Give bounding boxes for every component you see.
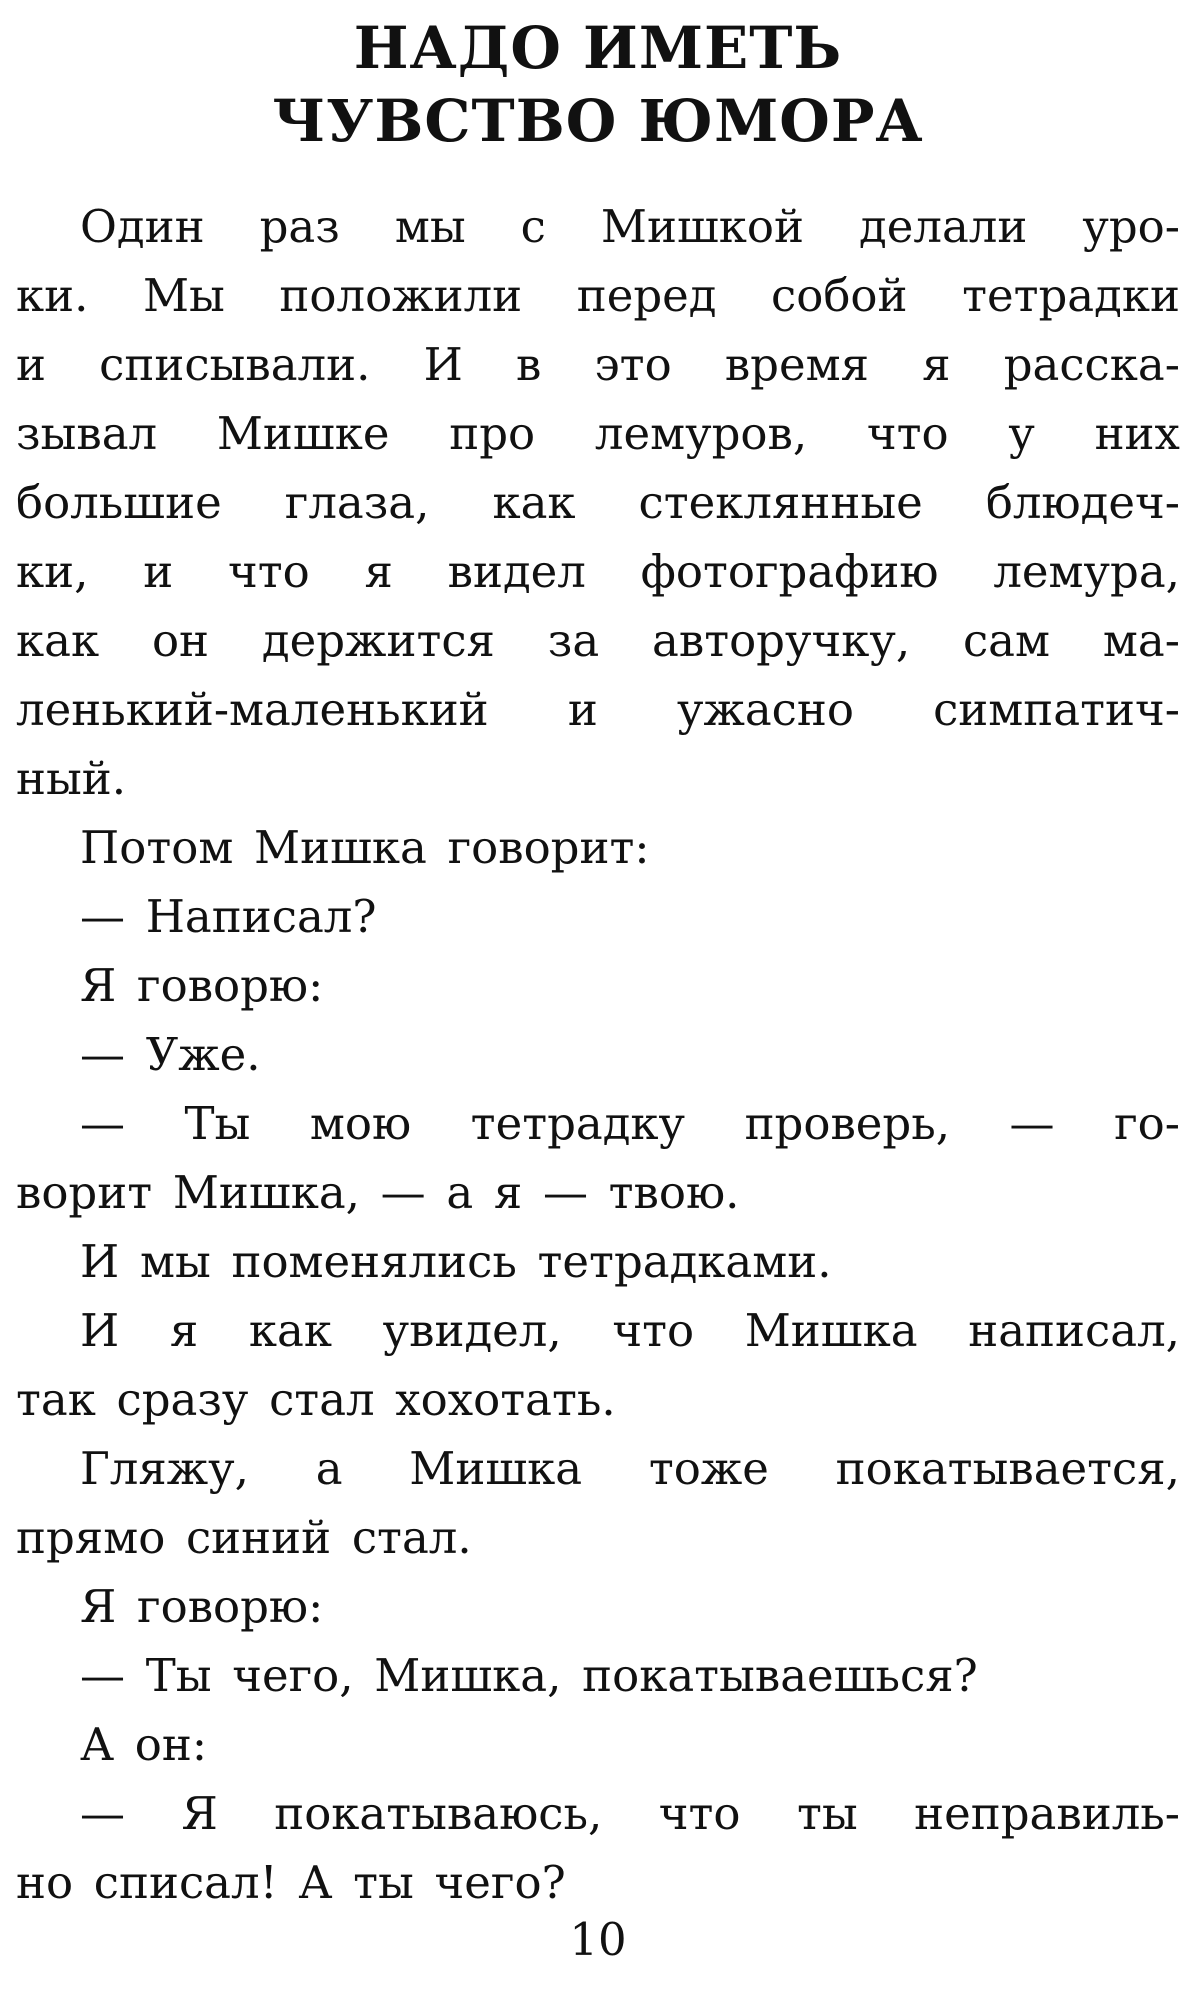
word: что [658, 1787, 741, 1840]
word: покатываешься? [582, 1649, 978, 1702]
word: уро- [1082, 200, 1180, 253]
text-line [16, 1434, 1180, 1503]
word: фотографию [640, 545, 939, 598]
text-line [16, 1020, 1180, 1089]
word: это [594, 338, 672, 391]
text-line [16, 330, 1180, 399]
word: Я [80, 959, 117, 1012]
word: мою [309, 1097, 412, 1150]
word: списывали. [99, 338, 371, 391]
word: — [542, 1166, 588, 1219]
word: увидел, [382, 1304, 562, 1357]
word: в [515, 338, 542, 391]
word: я [922, 338, 951, 391]
word: и [143, 545, 174, 598]
word: говорю: [137, 959, 324, 1012]
word: глаза, [284, 476, 430, 529]
word: — [80, 1787, 125, 1840]
word: чего? [434, 1856, 566, 1909]
word: положили [279, 269, 523, 322]
word: Ты [184, 1097, 251, 1150]
text-line [16, 882, 1180, 951]
word: проверь, [744, 1097, 951, 1150]
text-line [16, 1503, 1180, 1572]
text-line [16, 813, 1180, 882]
word: что [866, 407, 949, 460]
word: Ты [145, 1649, 212, 1702]
word: мы [394, 200, 466, 253]
word: них [1094, 407, 1180, 460]
word: Один [80, 200, 205, 253]
text-line [16, 1710, 1180, 1779]
word: прямо [16, 1511, 166, 1564]
word: он: [134, 1718, 208, 1771]
word: стеклянные [638, 476, 923, 529]
word: ты [796, 1787, 858, 1840]
word: лемура, [993, 545, 1180, 598]
word: Мишкой [600, 200, 804, 253]
word: чего, [232, 1649, 354, 1702]
text-line [16, 1158, 1180, 1227]
word: тоже [648, 1442, 769, 1495]
word: — [80, 1649, 125, 1702]
word: говорит: [447, 821, 650, 874]
word: у [1008, 407, 1035, 460]
word: собой [771, 269, 908, 322]
word: Мишка [254, 821, 427, 874]
word: тетрадку [470, 1097, 686, 1150]
word: с [520, 200, 546, 253]
word: Потом [80, 821, 234, 874]
text-line [16, 744, 1180, 813]
word: хохотать. [395, 1373, 616, 1426]
word: Мы [142, 269, 225, 322]
word: симпатич- [933, 683, 1180, 736]
text-line [16, 537, 1180, 606]
word: синий [185, 1511, 332, 1564]
word: — [80, 1097, 125, 1150]
word: Я [181, 1787, 218, 1840]
word: списал! [93, 1856, 278, 1909]
word: тетрадки [962, 269, 1180, 322]
word: стал. [351, 1511, 472, 1564]
word: ленький-маленький [16, 683, 489, 736]
word: я [364, 545, 393, 598]
word: ки. [16, 269, 89, 322]
word: делали [859, 200, 1028, 253]
word: как [16, 614, 100, 667]
chapter-title [16, 0, 1180, 158]
word: тетрадками. [537, 1235, 832, 1288]
word: авторучку, [652, 614, 911, 667]
word: твою. [608, 1166, 740, 1219]
word: держится [261, 614, 495, 667]
word: я [169, 1304, 199, 1357]
word: про [449, 407, 536, 460]
word: ворит [16, 1166, 153, 1219]
word: Гляжу, [80, 1442, 249, 1495]
word: а [446, 1166, 474, 1219]
word: так [16, 1373, 96, 1426]
word: раз [259, 200, 340, 253]
word: — [1009, 1097, 1055, 1150]
text-line [16, 675, 1180, 744]
word: и [16, 338, 46, 391]
word: И [80, 1304, 120, 1357]
word: Мишка [409, 1442, 583, 1495]
text-line [16, 468, 1180, 537]
word: как [248, 1304, 333, 1357]
text-line [16, 1779, 1180, 1848]
word: Уже. [145, 1028, 261, 1081]
word: И [80, 1235, 120, 1288]
text-line [16, 1296, 1180, 1365]
word: А [80, 1718, 115, 1771]
word: го- [1114, 1097, 1180, 1150]
text-line [16, 192, 1180, 261]
word: стал [269, 1373, 375, 1426]
word: — [80, 1028, 125, 1081]
word: перед [576, 269, 717, 322]
word: покатывается, [835, 1442, 1180, 1495]
word: ма- [1102, 614, 1180, 667]
text-line [16, 261, 1180, 330]
word: как [492, 476, 576, 529]
book-page [16, 0, 1180, 2000]
word: написал, [968, 1304, 1180, 1357]
word: ты [353, 1856, 414, 1909]
text-line [16, 1572, 1180, 1641]
word: и [567, 683, 598, 736]
word: расска- [1003, 338, 1180, 391]
word: Мишка [744, 1304, 918, 1357]
word: ужасно [676, 683, 854, 736]
word: за [547, 614, 600, 667]
word: А [298, 1856, 333, 1909]
word: — [380, 1166, 426, 1219]
word: мы [139, 1235, 211, 1288]
word: зывал [16, 407, 158, 460]
word: что [612, 1304, 695, 1357]
text-line [16, 951, 1180, 1020]
page-number: 10 [569, 1913, 627, 1966]
word: И [423, 338, 463, 391]
text-line [16, 1641, 1180, 1710]
word: видел [447, 545, 586, 598]
text-line [16, 1848, 1180, 1917]
word: — [80, 890, 125, 943]
word: Мишке [216, 407, 390, 460]
word: Написал? [145, 890, 377, 943]
text-line [16, 1089, 1180, 1158]
word: неправиль- [914, 1787, 1180, 1840]
word: блюдеч- [985, 476, 1180, 529]
word: сам [962, 614, 1051, 667]
word: что [227, 545, 310, 598]
word: Мишка, [172, 1166, 360, 1219]
story-text [16, 192, 1180, 1917]
word: покатываюсь, [274, 1787, 603, 1840]
word: время [724, 338, 870, 391]
word: а [315, 1442, 343, 1495]
word: Я [80, 1580, 117, 1633]
text-line [16, 1227, 1180, 1296]
text-line [16, 606, 1180, 675]
text-line [16, 1365, 1180, 1434]
word: говорю: [137, 1580, 324, 1633]
word: сразу [116, 1373, 249, 1426]
text-line [16, 399, 1180, 468]
word: большие [16, 476, 222, 529]
chapter-title-line-2: ЧУВСТВО ЮМОРА [272, 87, 924, 155]
word: я [493, 1166, 523, 1219]
word: он [151, 614, 210, 667]
word: Мишка, [374, 1649, 562, 1702]
chapter-title-line-1: НАДО ИМЕТЬ [353, 14, 843, 82]
word: лемуров, [594, 407, 808, 460]
word: поменялись [231, 1235, 517, 1288]
word: но [16, 1856, 74, 1909]
word: ки, [16, 545, 89, 598]
word: ный. [16, 752, 127, 805]
